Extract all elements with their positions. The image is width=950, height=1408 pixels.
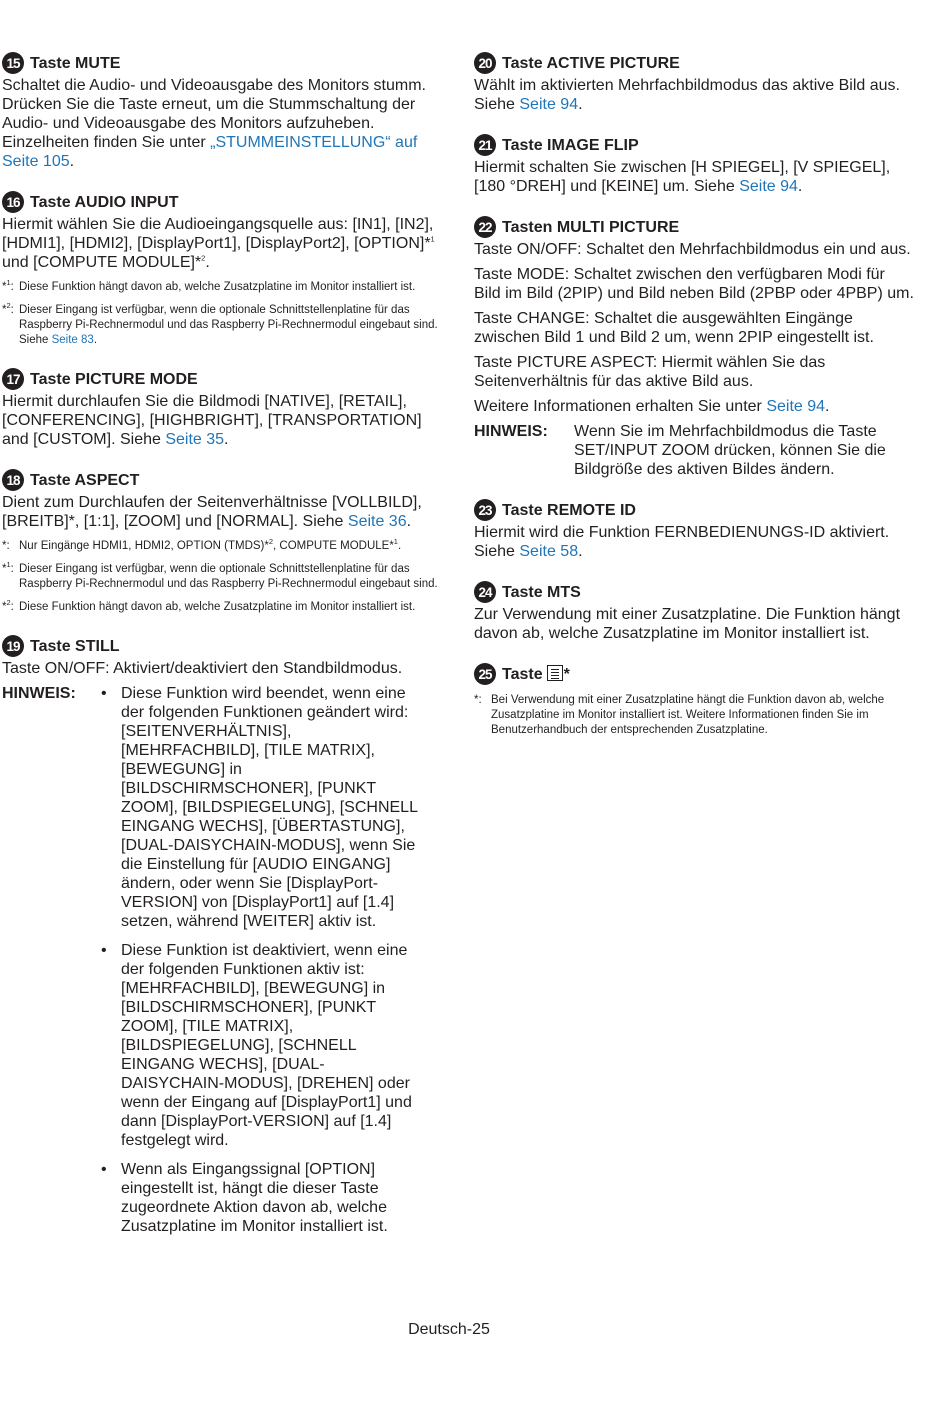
section-title: Taste IMAGE FLIP: [502, 136, 639, 154]
section-title: Taste ASPECT: [30, 471, 140, 489]
section-heading: [474, 52, 914, 74]
number-badge: 23: [474, 499, 496, 521]
section-body: Dient zum Durchlaufen der Seitenverhältnisse [VOLLBILD], [BREITB]*, [1:1], [ZOOM] und [NORMAL]. Siehe Seite 36.: [2, 494, 422, 530]
footnote: *$^1$: Diese Funktion hängt davon ab, welche Zusatzplatine im Monitor installiert ist.: [2, 278, 416, 293]
note-text: Wenn Sie im Mehrfachbildmodus die Taste SET/INPUT ZOOM drücken, können Sie die Bildgröße des aktiven Bildes ändern.: [574, 423, 886, 478]
section-title: Taste *: [502, 665, 570, 683]
section-25-menu: [474, 663, 914, 738]
footnote: *$^2$: Dieser Eingang ist verfügbar, wenn die optionale Schnittstellenplatine für das Raspberry Pi-Rechnermodul und das Raspberry Pi-Rechnermodul eingebaut sind. Siehe Seite 83.: [2, 301, 438, 346]
section-24-mts: [474, 581, 914, 643]
section-title: Taste PICTURE MODE: [30, 370, 198, 388]
section-heading: [2, 52, 442, 74]
section-body: Zur Verwendung mit einer Zusatzplatine. Die Funktion hängt davon ab, welche Zusatzplatine im Monitor installiert ist.: [474, 606, 901, 642]
section-body: Hiermit schalten Sie zwischen [H SPIEGEL], [V SPIEGEL], [180 °DREH] und [KEINE] um. Siehe Seite 94.: [474, 159, 891, 195]
note-label: HINWEIS:: [2, 685, 76, 702]
page-link[interactable]: Seite 35: [165, 431, 225, 448]
note-label: HINWEIS:: [474, 423, 548, 440]
section-body: Hiermit durchlaufen Sie die Bildmodi [NATIVE], [RETAIL], [CONFERENCING], [HIGHBRIGHT], [TRANSPORTATION] and [CUSTOM]. Siehe Seite 35.: [2, 393, 422, 448]
number-badge: 16: [2, 191, 24, 213]
footnote: *$^2$: Diese Funktion hängt davon ab, welche Zusatzplatine im Monitor installiert ist.: [2, 598, 416, 613]
section-body: Taste ON/OFF: Schaltet den Mehrfachbildmodus ein und aus.: [474, 241, 911, 258]
section-heading: [474, 134, 914, 156]
section-heading: [474, 499, 914, 521]
section-body: Schaltet die Audio- und Videoausgabe des Monitors stumm. Drücken Sie die Taste erneut, um die Stummschaltung der Audio- und Videoausgabe des Monitors aufzuheben. Einzelheiten finden Sie unter „STUMMEINSTELLUNG“ auf Seite 105.: [2, 77, 426, 170]
section-body: Taste PICTURE ASPECT: Hiermit wählen Sie das Seitenverhältnis für das aktive Bild aus.: [474, 354, 826, 390]
section-title: Tasten MULTI PICTURE: [502, 218, 680, 236]
section-body: Taste ON/OFF: Aktiviert/deaktiviert den Standbildmodus.: [2, 660, 403, 677]
note-block: [2, 684, 442, 1236]
footnote: *: Nur Eingänge HDMI1, HDMI2, OPTION (TMDS)*$^2$, COMPUTE MODULE*$^1$.: [2, 537, 402, 552]
section-body: Hiermit wird die Funktion FERNBEDIENUNGS-ID aktiviert. Siehe Seite 58.: [474, 524, 890, 560]
section-body: Weitere Informationen erhalten Sie unter Seite 94.: [474, 398, 830, 415]
section-22-multi-picture: [474, 216, 914, 479]
page-link[interactable]: Seite 94: [739, 178, 798, 195]
number-badge: 21: [474, 134, 496, 156]
section-heading: [474, 216, 914, 238]
left-column: [2, 52, 442, 1256]
section-15-mute: [2, 52, 442, 171]
note-bullets: [101, 684, 442, 1236]
section-title: Taste MTS: [502, 583, 581, 601]
section-body: Wählt im aktivierten Mehrfachbildmodus das aktive Bild aus. Siehe Seite 94.: [474, 77, 900, 113]
number-badge: 20: [474, 52, 496, 74]
section-heading: [2, 635, 442, 657]
section-title: Taste STILL: [30, 637, 120, 655]
section-body: Taste MODE: Schaltet zwischen den verfügbaren Modi für Bild im Bild (2PIP) und Bild neben Bild (2PBP oder 4PBP) um.: [474, 266, 914, 302]
page-number: Deutsch-25: [408, 1321, 490, 1338]
section-heading: [2, 469, 442, 491]
section-body: Hiermit wählen Sie die Audioeingangsquelle aus: [IN1], [IN2], [HDMI1], [HDMI2], [DisplayPort1], [DisplayPort2], [OPTION]*$^1$ und [COMPUTE MODULE]*$^2$.: [2, 216, 435, 271]
number-badge: 17: [2, 368, 24, 390]
page-link[interactable]: Seite 58: [519, 543, 579, 560]
section-18-aspect: [2, 469, 442, 615]
menu-list-icon: [547, 665, 563, 681]
list-item: • Diese Funktion ist deaktiviert, wenn eine der folgenden Funktionen aktiv ist: [MEHRFACHBILD], [BEWEGUNG] in [BILDSCHIRMSCHONER], [PUNKT ZOOM], [TILE MATRIX], [BILDSPIEGELUNG], [SCHNELL EINGANG WECHS], [DUAL-DAISYCHAIN-MODUS], [DREHEN] oder wenn der Eingang auf [DisplayPort1] und dann [DisplayPort-VERSION] auf [1.4] festgelegt wird.: [101, 942, 412, 1149]
page-link[interactable]: Seite 94: [766, 398, 826, 415]
number-badge: 24: [474, 581, 496, 603]
page-link[interactable]: Seite 94: [519, 96, 579, 113]
footnote: *$^1$: Dieser Eingang ist verfügbar, wenn die optionale Schnittstellenplatine für das Raspberry Pi-Rechnermodul und das Raspberry Pi-Rechnermodul eingebaut sind.: [2, 560, 438, 590]
number-badge: 25: [474, 663, 496, 685]
section-body: Taste CHANGE: Schaltet die ausgewählten Eingänge zwischen Bild 1 und Bild 2 um, wenn 2PIP eingestellt ist.: [474, 310, 874, 346]
section-title: Taste AUDIO INPUT: [30, 193, 179, 211]
section-heading: [2, 191, 442, 213]
section-16-audio-input: [2, 191, 442, 348]
number-badge: 15: [2, 52, 24, 74]
note-block: [474, 422, 914, 479]
right-column: [474, 52, 914, 758]
number-badge: 18: [2, 469, 24, 491]
section-heading: [474, 663, 914, 685]
section-21-image-flip: [474, 134, 914, 196]
section-19-still: [2, 635, 442, 1236]
section-heading: [474, 581, 914, 603]
page-link[interactable]: Seite 36: [347, 513, 407, 530]
list-item: • Diese Funktion wird beendet, wenn eine der folgenden Funktionen geändert wird: [SEITENVERHÄLTNIS], [MEHRFACHBILD], [TILE MATRIX], [BEWEGUNG] in [BILDSCHIRMSCHONER], [PUNKT ZOOM], [BILDSPIEGELUNG], [SCHNELL EINGANG WECHS], [ÜBERTASTUNG], [DUAL-DAISYCHAIN-MODUS], wenn Sie die Einstellung für [AUDIO EINGANG] ändern, oder wenn Sie [DisplayPort-VERSION] von [DisplayPort1] auf [1.4] setzen, während [WEITER] aktiv ist.: [101, 685, 418, 930]
list-item: • Wenn als Eingangssignal [OPTION] eingestellt ist, hängt die dieser Taste zugeordnete Aktion davon ab, welche Zusatzplatine im Monitor installiert ist.: [101, 1161, 388, 1235]
number-badge: 22: [474, 216, 496, 238]
section-title: Taste ACTIVE PICTURE: [502, 54, 680, 72]
section-23-remote-id: [474, 499, 914, 561]
page-link[interactable]: „STUMMEINSTELLUNG“ auf Seite 105: [2, 134, 418, 170]
page-link[interactable]: Seite 83: [51, 334, 94, 346]
section-title: Taste MUTE: [30, 54, 121, 72]
section-17-picture-mode: [2, 368, 442, 449]
section-heading: [2, 368, 442, 390]
section-title: Taste REMOTE ID: [502, 501, 636, 519]
number-badge: 19: [2, 635, 24, 657]
section-20-active-picture: [474, 52, 914, 114]
footnote: *: Bei Verwendung mit einer Zusatzplatine hängt die Funktion davon ab, welche Zusatzplatine im Monitor installiert ist. Weitere Informationen finden Sie im Benutzerhandbuch der entsprechenden Zusatzplatine.: [474, 694, 885, 736]
